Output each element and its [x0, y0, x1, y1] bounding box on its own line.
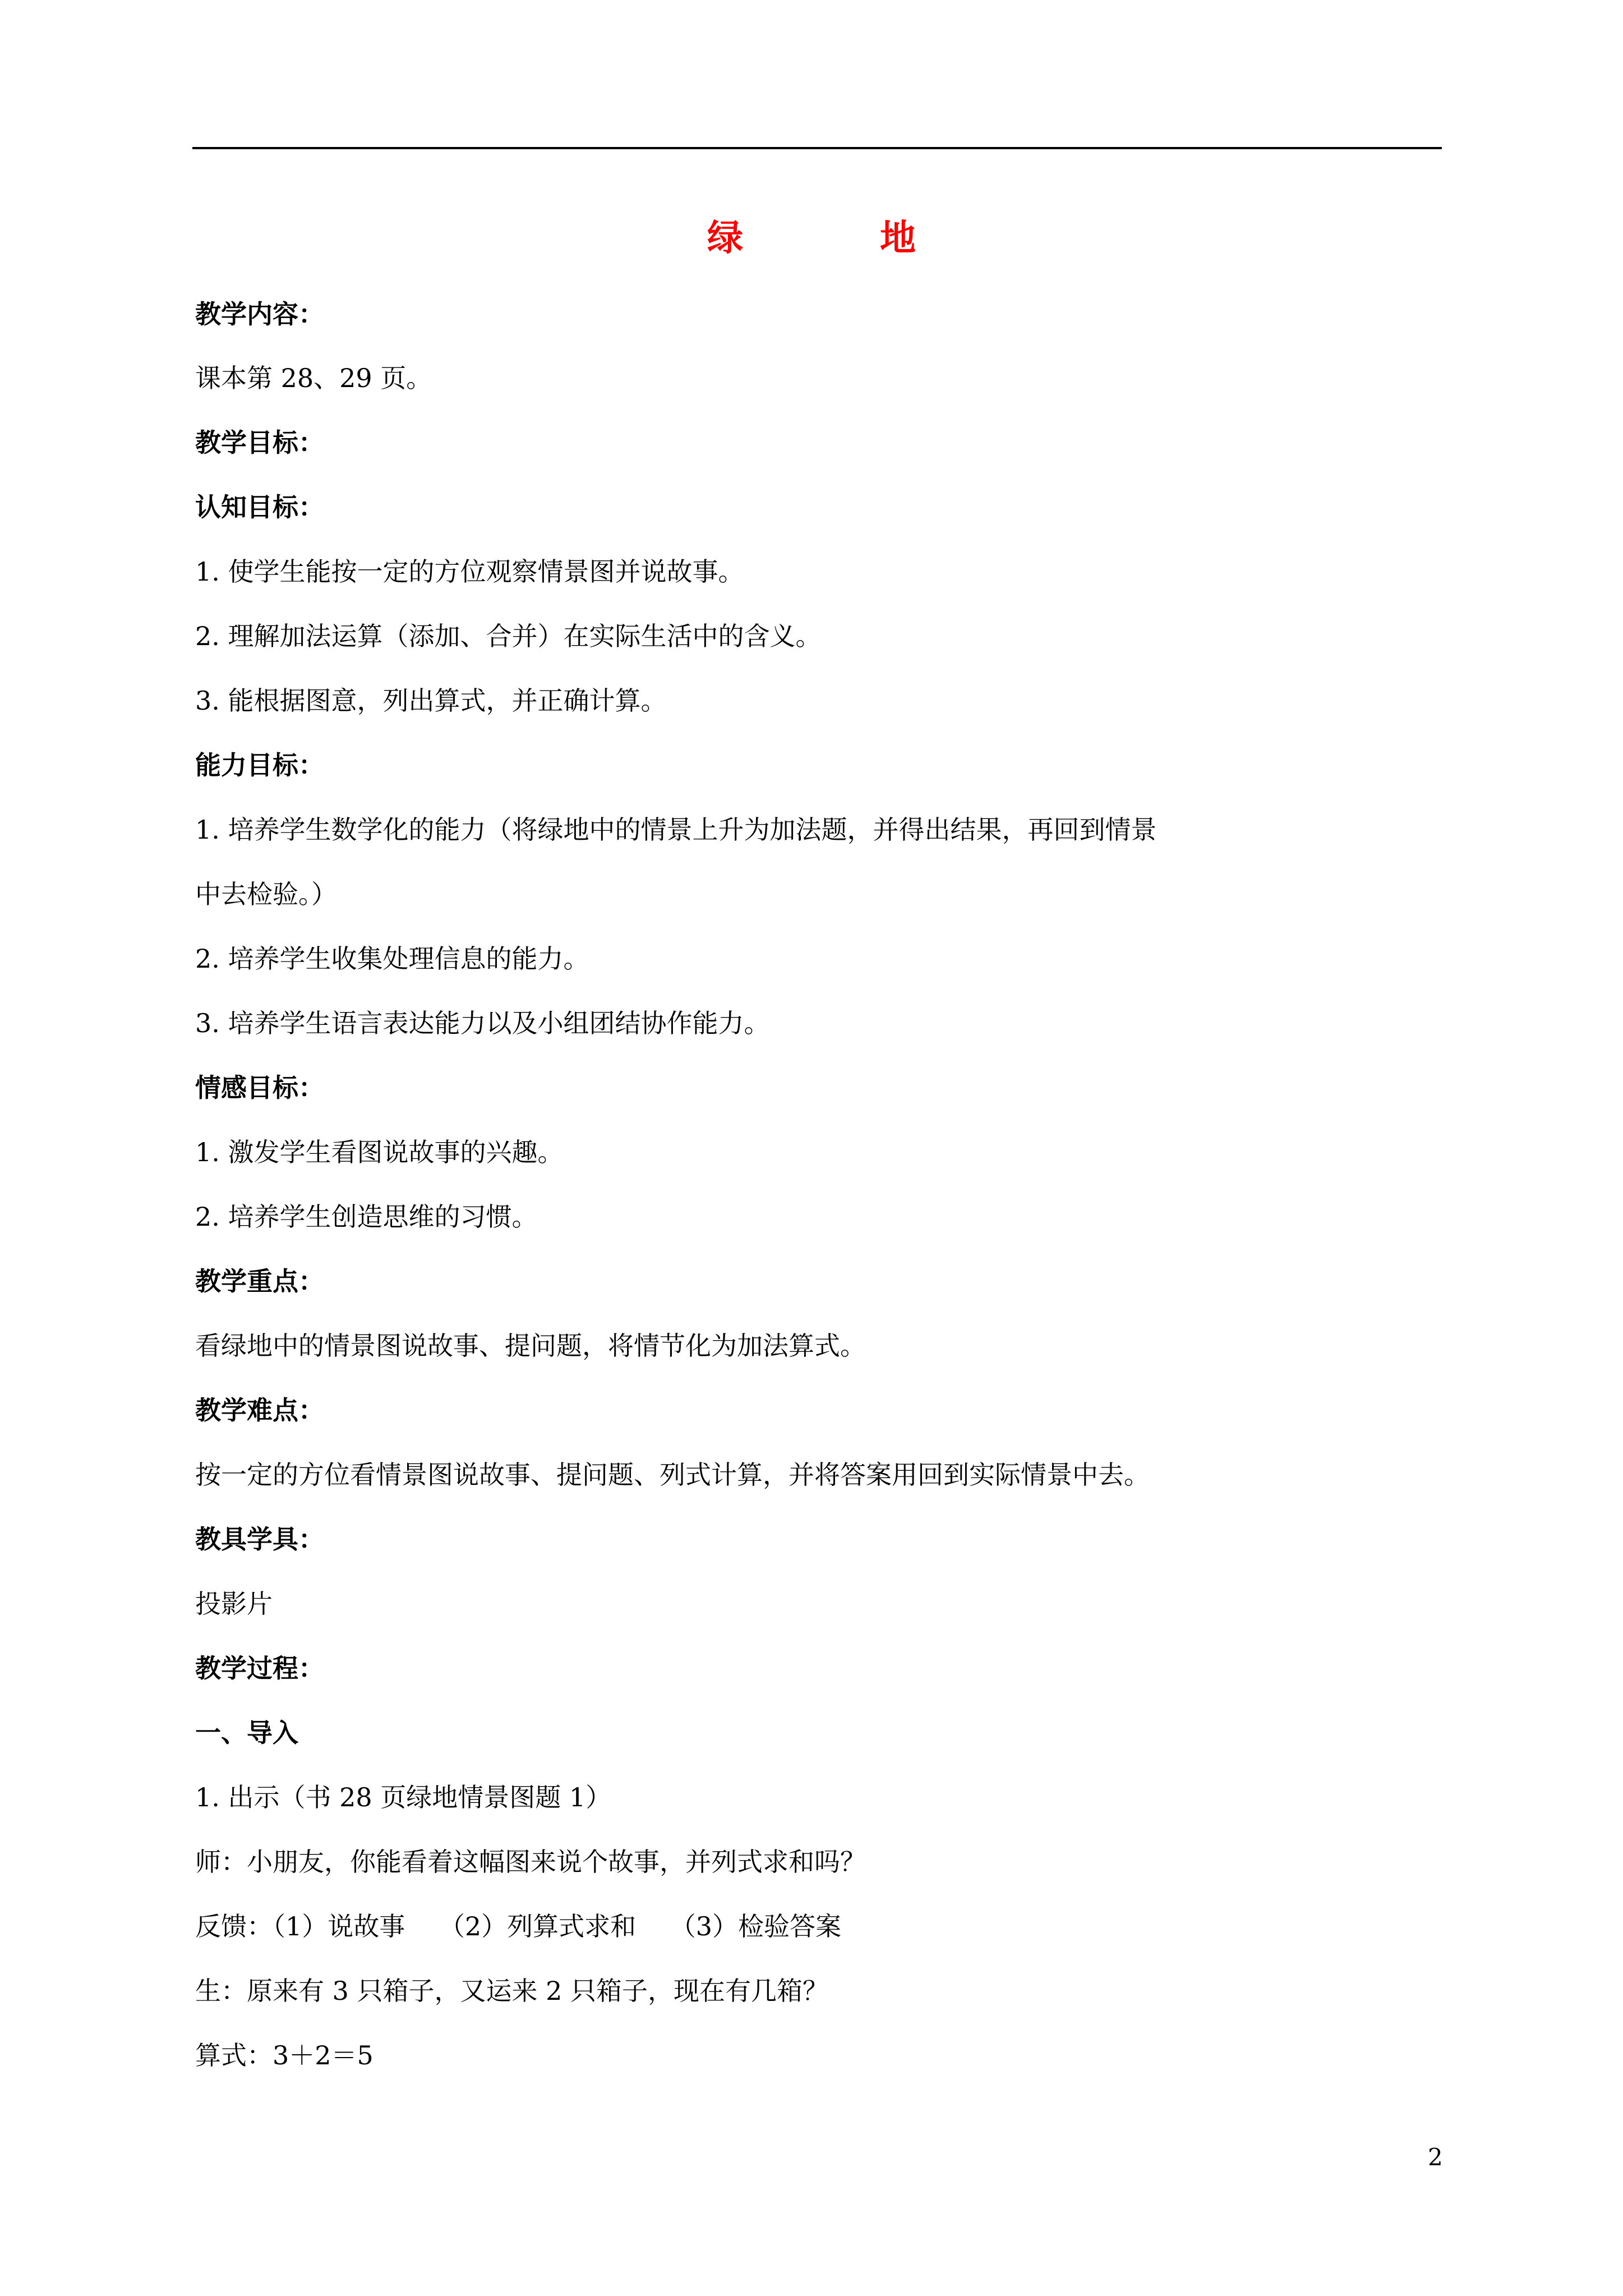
text-line: 教学内容： [195, 299, 324, 329]
document-title: 绿 地 [707, 217, 966, 259]
header-rule [192, 147, 1442, 149]
text-line: 按一定的方位看情景图说故事、提问题、列式计算，并将答案用回到实际情景中去。 [195, 1460, 1150, 1490]
text-line: 2. 理解加法运算（添加、合并）在实际生活中的含义。 [195, 621, 822, 651]
text-line: 算式：3＋2＝5 [195, 2040, 374, 2070]
text-line: 情感目标： [195, 1073, 324, 1103]
text-line: 一、导入 [195, 1718, 298, 1748]
text-line: 教学重点： [195, 1266, 324, 1296]
text-line: 师：小朋友，你能看着这幅图来说个故事，并列式求和吗？ [195, 1847, 866, 1877]
text-line: 1. 激发学生看图说故事的兴趣。 [195, 1137, 564, 1167]
text-line: 教学难点： [195, 1395, 324, 1425]
text-line: 生：原来有 3 只箱子，又运来 2 只箱子，现在有几箱？ [195, 1976, 829, 2006]
text-line: 2. 培养学生创造思维的习惯。 [195, 1202, 538, 1232]
text-line: 认知目标： [195, 492, 324, 522]
text-line: 投影片 [195, 1589, 273, 1619]
text-line: 1. 出示（书 28 页绿地情景图题 1） [195, 1782, 612, 1812]
text-line: 3. 培养学生语言表达能力以及小组团结协作能力。 [195, 1008, 770, 1038]
text-line: 教具学具： [195, 1524, 324, 1554]
text-line: 看绿地中的情景图说故事、提问题，将情节化为加法算式。 [195, 1331, 866, 1361]
text-line: 能力目标： [195, 750, 324, 780]
text-line: 教学目标： [195, 427, 324, 458]
page-number: 2 [1428, 2143, 1443, 2171]
text-line: 1. 使学生能按一定的方位观察情景图并说故事。 [195, 556, 744, 587]
text-line: 课本第 28、29 页。 [195, 363, 432, 393]
text-line: 反馈：（1）说故事 （2）列算式求和 （3）检验答案 [195, 1911, 842, 1941]
text-line: 教学过程： [195, 1653, 324, 1683]
text-line: 3. 能根据图意，列出算式，并正确计算。 [195, 685, 667, 716]
text-line: 中去检验。） [195, 879, 337, 909]
text-line: 2. 培养学生收集处理信息的能力。 [195, 944, 589, 974]
text-line: 1. 培养学生数学化的能力（将绿地中的情景上升为加法题，并得出结果，再回到情景 [195, 815, 1157, 845]
